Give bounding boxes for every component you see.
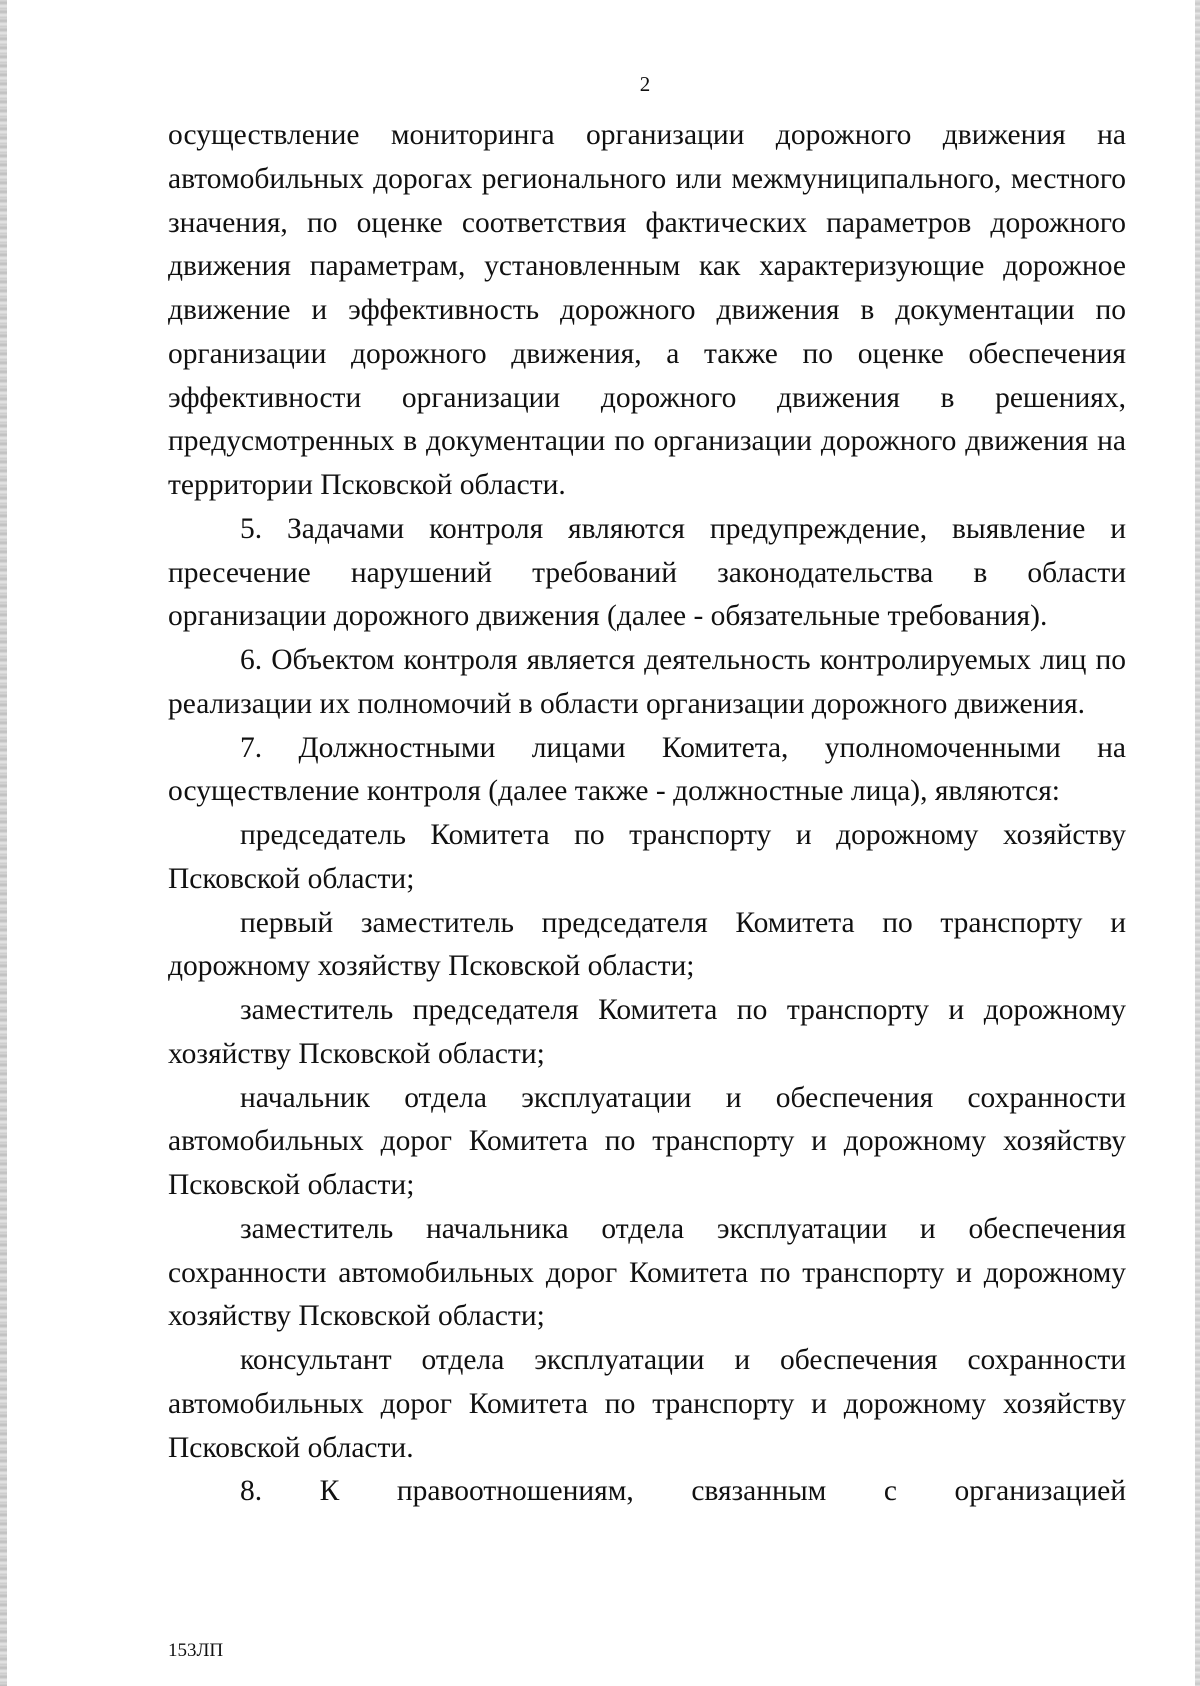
paragraph-5-tasks: 5. Задачами контроля являются предупреждение, выявление и пресечение нарушений требований законодательства в области организации дорожного движения (далее - обязательные требования). (168, 512, 1126, 633)
scan-edge-right (1195, 0, 1200, 1686)
official-first-deputy: первый заместитель председателя Комитета по транспорту и дорожному хозяйству Псковской области; (168, 906, 1126, 983)
paragraph-6-object: 6. Объектом контроля является деятельность контролируемых лиц по реализации их полномочий в области организации дорожного движения. (168, 644, 1126, 720)
paragraph-7-officials: 7. Должностными лицами Комитета, уполномоченными на осуществление контроля (далее также - должностные лица), являются: (168, 731, 1126, 808)
official-consultant: консультант отдела эксплуатации и обеспечения сохранности автомобильных дорог Комитета по транспорту и дорожному хозяйству Псковской области. (168, 1344, 1126, 1464)
paragraph-8-legal-relations: 8. К правоотношениям, связанным с организацией (240, 1475, 1126, 1508)
page-number: 2 (639, 72, 651, 96)
official-deputy-department-head: заместитель начальника отдела эксплуатации и обеспечения сохранности автомобильных дорог Комитета по транспорту и дорожному хозяйству Псковской области; (168, 1212, 1126, 1333)
official-department-head: начальник отдела эксплуатации и обеспечения сохранности автомобильных дорог Комитета по транспорту и дорожному хозяйству Псковской области; (168, 1081, 1126, 1201)
official-chairman: председатель Комитета по транспорту и дорожному хозяйству Псковской области; (168, 819, 1126, 895)
official-deputy: заместитель председателя Комитета по транспорту и дорожному хозяйству Псковской области; (168, 994, 1126, 1070)
document-code: 153ЛП (168, 1640, 224, 1661)
scan-edge-left (0, 0, 7, 1686)
paragraph-monitoring: осуществление мониторинга организации дорожного движения на автомобильных дорогах регионального или межмуниципального, местного значения, по оценке соответствия фактических параметров дорожного движения параметрам, установленным как характеризующие дорожное движение и эффективность дорожного движения в документации по организации дорожного движения, а также по оценке обеспечения эффективности организации дорожного движения в решениях, предусмотренных в документации по организации дорожного движения на территории Псковской области. (168, 119, 1126, 501)
document-body (168, 114, 1126, 1514)
